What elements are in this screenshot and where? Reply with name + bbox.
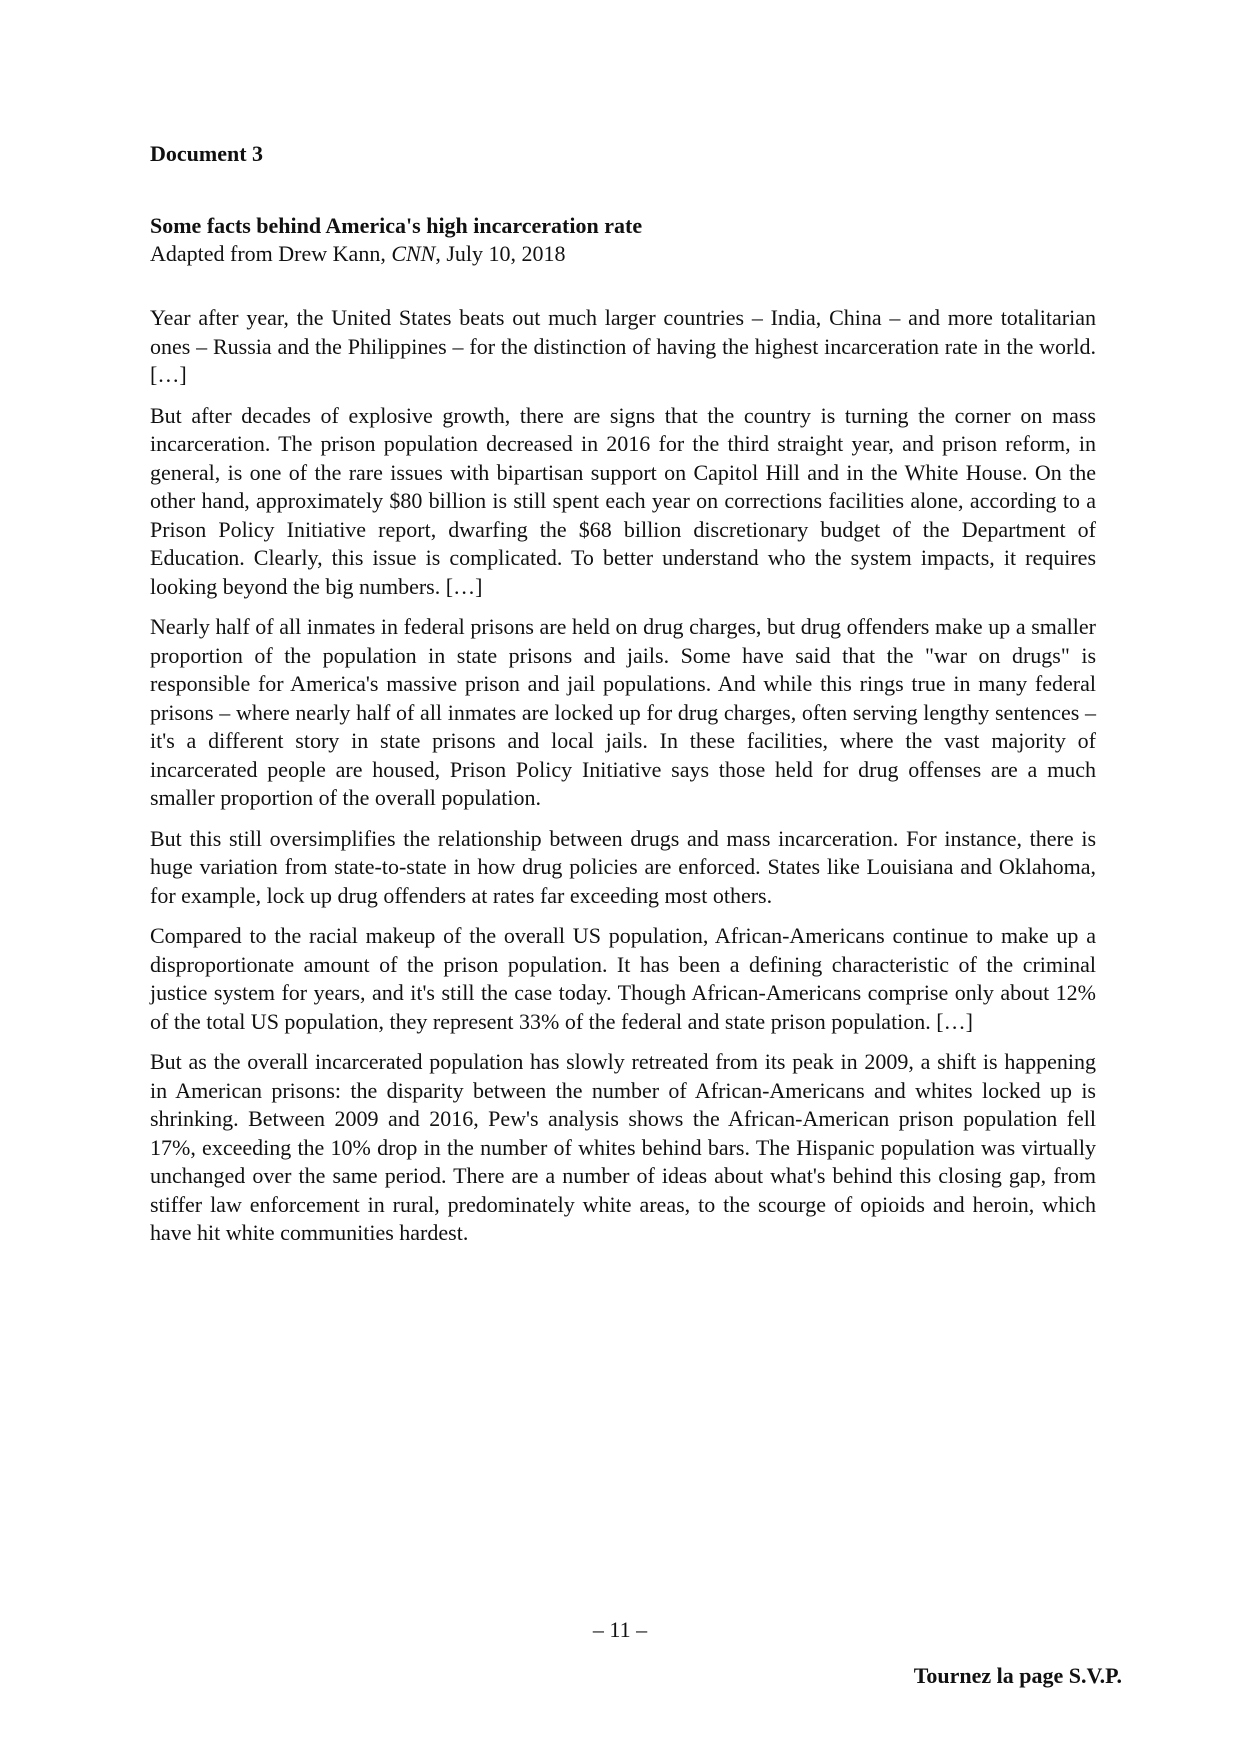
paragraph-4: But this still oversimplifies the relationship between drugs and mass incarceration. For instance, there is huge variation from state-to-state in how drug policies are enforced. States like Louisiana and Oklahoma, for example, lock up drug offenders at rates far exceeding most others. <box>150 825 1096 908</box>
article-body <box>150 304 1096 1248</box>
source-suffix: , July 10, 2018 <box>435 241 566 266</box>
paragraph-1: Year after year, the United States beats out much larger countries – India, China – and more totalitarian ones – Russia and the Philippines – for the distinction of having the highest incarceration rate in the world. […] <box>150 305 1096 387</box>
paragraph-5: Compared to the racial makeup of the overall US population, African-Americans continue to make up a disproportionate amount of the prison population. It has been a defining characteristic of the criminal justice system for years, and it's still the case today. Though African-Americans comprise only about 12% of the total US population, they represent 33% of the federal and state prison population. […] <box>150 923 1096 1034</box>
document-label: Document 3 <box>150 141 264 166</box>
page-number: – 11 – <box>592 1617 648 1642</box>
source-publication: CNN <box>391 241 436 266</box>
article-title: Some facts behind America's high incarceration rate <box>150 213 643 238</box>
source-prefix: Adapted from Drew Kann, <box>150 241 392 266</box>
paragraph-6: But as the overall incarcerated population has slowly retreated from its peak in 2009, a shift is happening in American prisons: the disparity between the number of African-Americans and whites locked up is shrinking. Between 2009 and 2016, Pew's analysis shows the African-American prison population fell 17%, exceeding the 10% drop in the number of whites behind bars. The Hispanic population was virtually unchanged over the same period. There are a number of ideas about what's behind this closing gap, from stiffer law enforcement in rural, predominately white areas, to the scourge of opioids and heroin, which have hit white communities hardest. <box>150 1049 1096 1245</box>
document-page <box>150 140 1096 1260</box>
turn-page-note: Tournez la page S.V.P. <box>913 1663 1122 1688</box>
article-source <box>150 240 1096 268</box>
paragraph-3: Nearly half of all inmates in federal prisons are held on drug charges, but drug offenders make up a smaller proportion of the population in state prisons and jails. Some have said that the "war on drugs" is responsible for America's massive prison and jail populations. And while this rings true in many federal prisons – where nearly half of all inmates are locked up for drug charges, often serving lengthy sentences – it's a different story in state prisons and local jails. In these facilities, where the vast majority of incarcerated people are housed, Prison Policy Initiative says those held for drug offenses are a much smaller proportion of the overall population. <box>150 614 1096 810</box>
paragraph-2: But after decades of explosive growth, there are signs that the country is turning the corner on mass incarceration. The prison population decreased in 2016 for the third straight year, and prison reform, in general, is one of the rare issues with bipartisan support on Capitol Hill and in the White House. On the other hand, approximately $80 billion is still spent each year on corrections facilities alone, according to a Prison Policy Initiative report, dwarfing the $68 billion discretionary budget of the Department of Education. Clearly, this issue is complicated. To better understand who the system impacts, it requires looking beyond the big numbers. […] <box>150 402 1096 599</box>
